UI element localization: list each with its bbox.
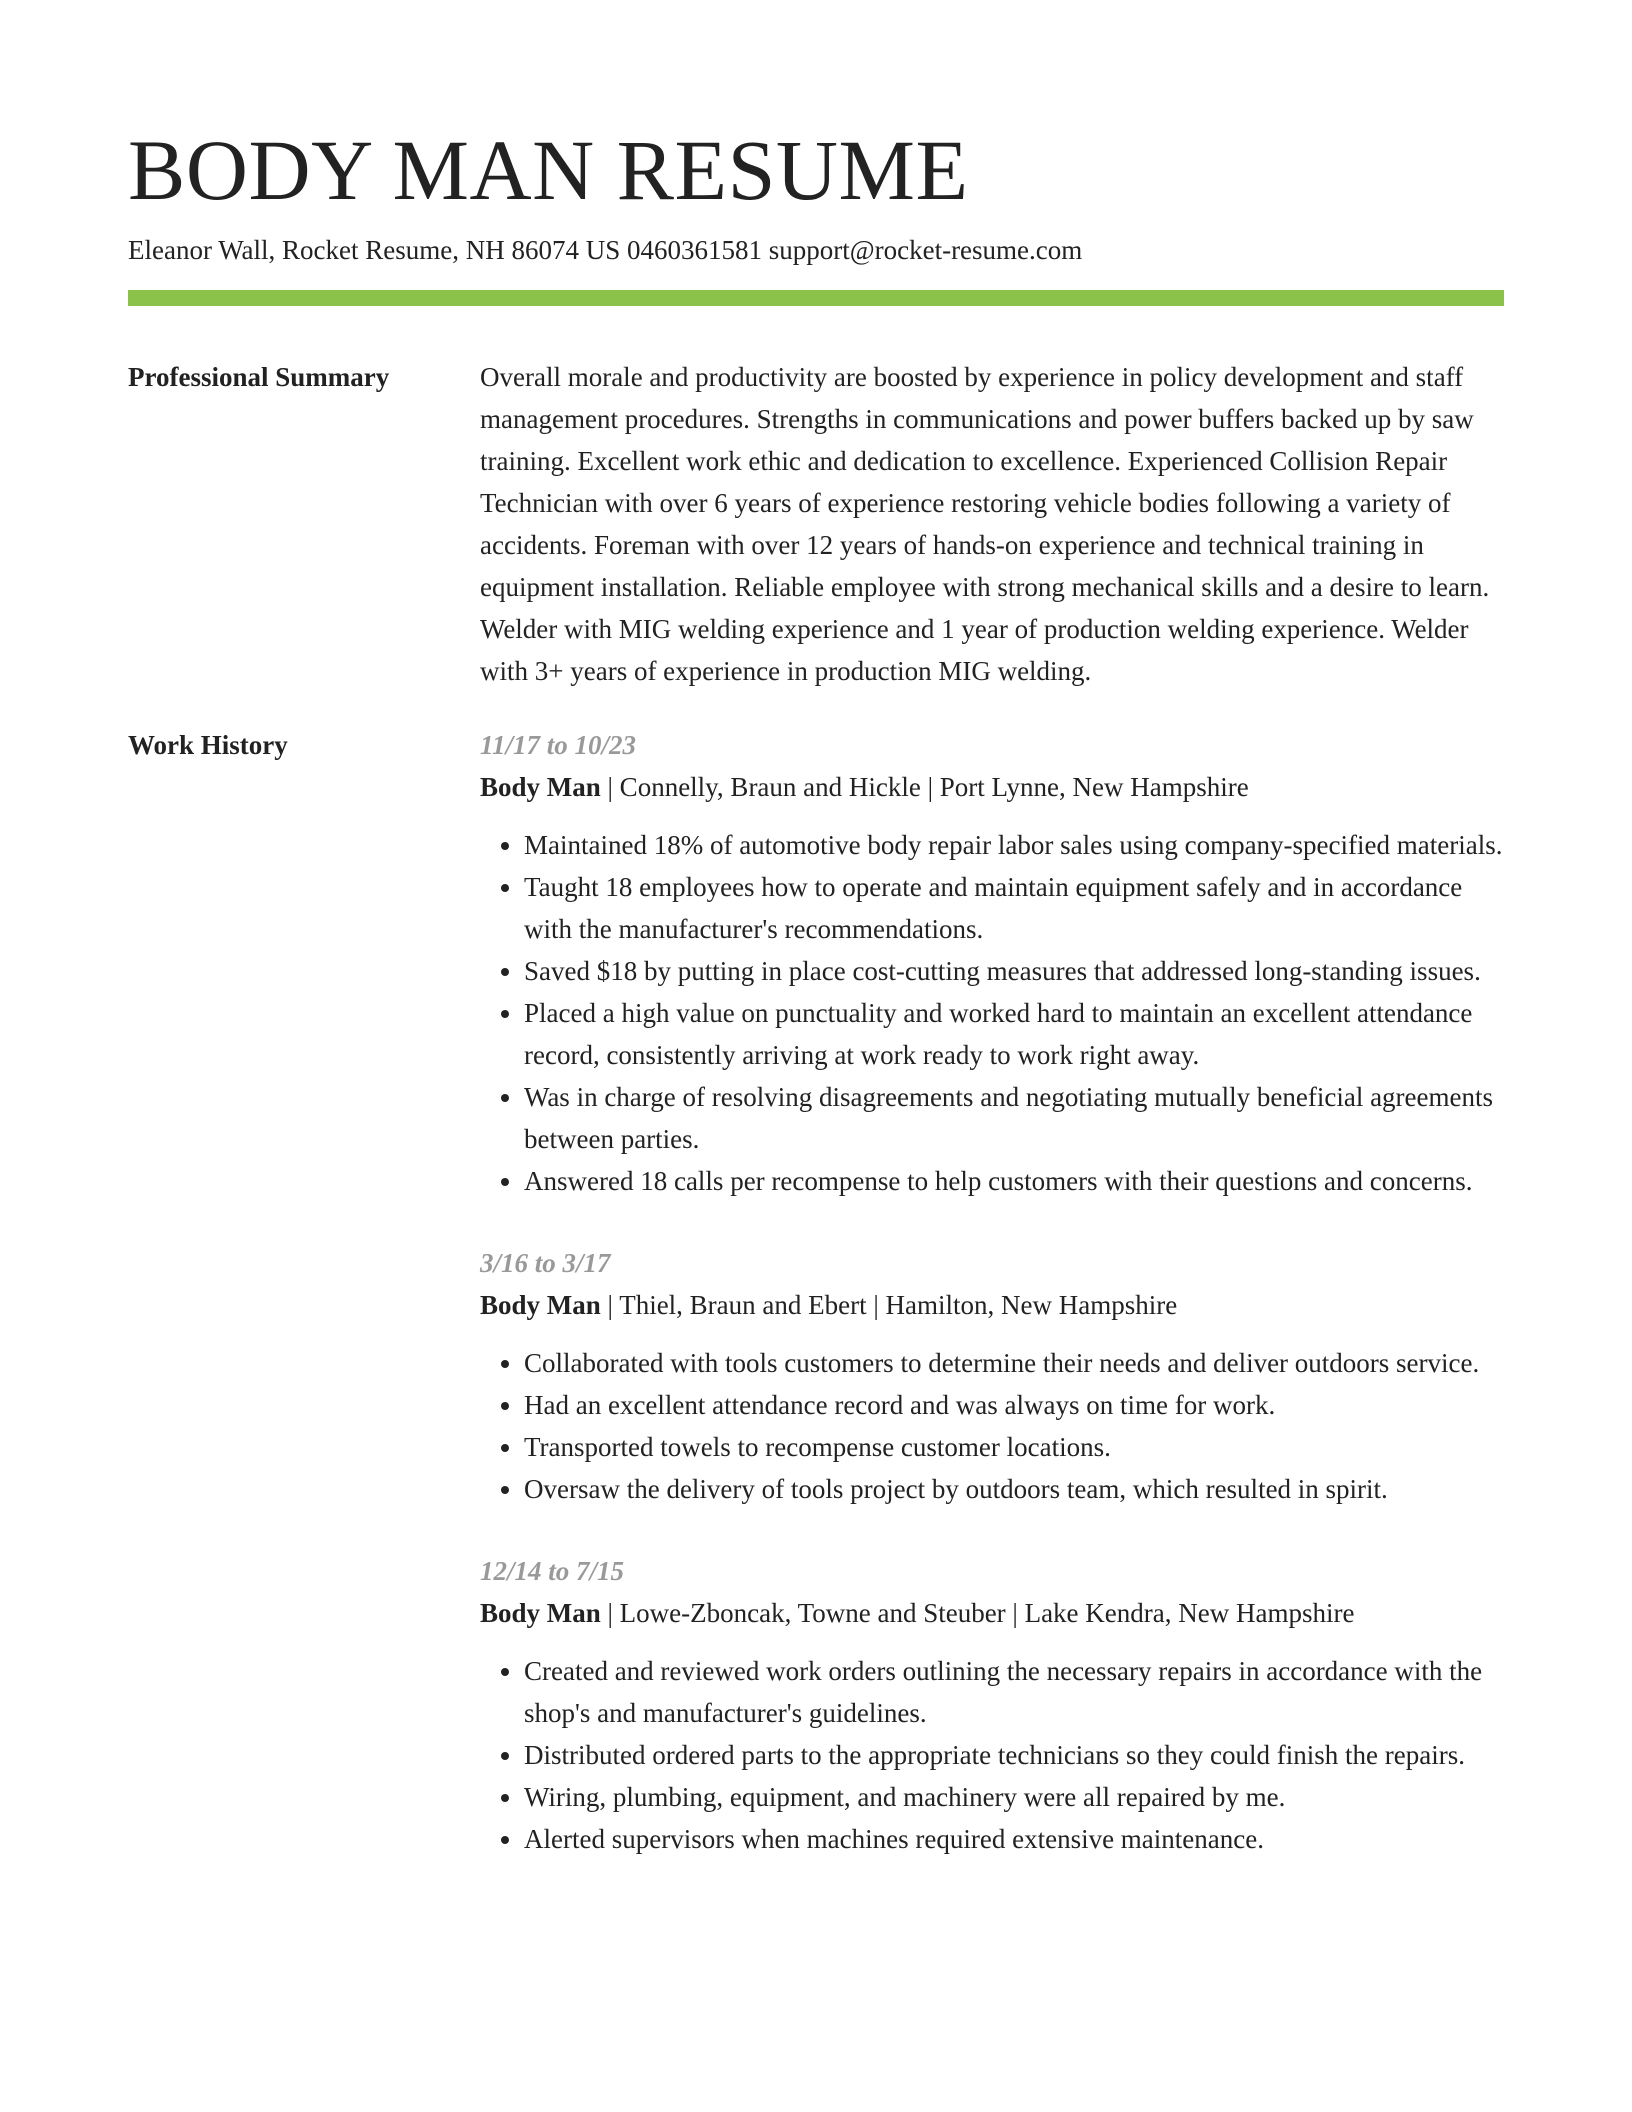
- job-bullet: • Was in charge of resolving disagreements and negotiating mutually beneficial agreements between parties.: [524, 1076, 1504, 1160]
- job-heading: [480, 766, 1504, 808]
- job-bullet: • Distributed ordered parts to the appropriate technicians so they could finish the repairs.: [524, 1734, 1504, 1776]
- job-entry: [480, 724, 1504, 1202]
- job-employer-location: | Connelly, Braun and Hickle | Port Lynne, New Hampshire: [600, 772, 1249, 802]
- job-bullet: • Answered 18 calls per recompense to help customers with their questions and concerns.: [524, 1160, 1504, 1202]
- job-bullet: • Alerted supervisors when machines required extensive maintenance.: [524, 1818, 1504, 1860]
- job-bullet: • Collaborated with tools customers to determine their needs and deliver outdoors service.: [524, 1342, 1504, 1384]
- job-bullet: • Placed a high value on punctuality and worked hard to maintain an excellent attendance record, consistently arriving at work ready to work right away.: [524, 992, 1504, 1076]
- job-bullet-list: [480, 1342, 1504, 1510]
- job-entry: [480, 1550, 1504, 1860]
- work-history-section: [128, 724, 1504, 1860]
- job-bullet: • Maintained 18% of automotive body repair labor sales using company-specified materials.: [524, 824, 1504, 866]
- job-entry: [480, 1242, 1504, 1510]
- section-label-professional-summary: Professional Summary: [128, 362, 390, 392]
- job-employer-location: | Thiel, Braun and Ebert | Hamilton, New Hampshire: [600, 1290, 1178, 1320]
- job-bullet-list: [480, 1650, 1504, 1860]
- job-dates: 11/17 to 10/23: [480, 730, 637, 760]
- job-bullet: • Taught 18 employees how to operate and maintain equipment safely and in accordance with the manufacturer's recommendations.: [524, 866, 1504, 950]
- job-title: Body Man: [480, 1290, 601, 1320]
- job-title: Body Man: [480, 772, 601, 802]
- contact-line: Eleanor Wall, Rocket Resume, NH 86074 US 0460361581 support@rocket-resume.com: [128, 235, 1083, 265]
- professional-summary-section: [128, 356, 1504, 692]
- job-bullet: • Had an excellent attendance record and was always on time for work.: [524, 1384, 1504, 1426]
- job-dates: 12/14 to 7/15: [480, 1556, 625, 1586]
- job-heading: [480, 1592, 1504, 1634]
- job-bullet: • Created and reviewed work orders outlining the necessary repairs in accordance with the shop's and manufacturer's guidelines.: [524, 1650, 1504, 1734]
- resume-title: BODY MAN RESUME: [128, 122, 969, 218]
- accent-divider: [128, 290, 1504, 306]
- job-bullet-list: [480, 824, 1504, 1202]
- job-title: Body Man: [480, 1598, 601, 1628]
- job-bullet: • Oversaw the delivery of tools project by outdoors team, which resulted in spirit.: [524, 1468, 1504, 1510]
- professional-summary-body: [480, 356, 1504, 692]
- job-bullet: • Wiring, plumbing, equipment, and machinery were all repaired by me.: [524, 1776, 1504, 1818]
- section-label-work-history: Work History: [128, 730, 288, 760]
- work-history-body: [480, 724, 1504, 1860]
- job-bullet: • Transported towels to recompense customer locations.: [524, 1426, 1504, 1468]
- summary-text: Overall morale and productivity are boosted by experience in policy development and staff management procedures. Strengths in communications and power buffers backed up by saw training. Excellent work ethic and dedication to excellence. Experienced Collision Repair Technician with over 6 years of experience restoring vehicle bodies following a variety of accidents. Foreman with over 12 years of hands-on experience and technical training in equipment installation. Reliable employee with strong mechanical skills and a desire to learn. Welder with MIG welding experience and 1 year of production welding experience. Welder with 3+ years of experience in production MIG welding.: [480, 362, 1490, 686]
- job-dates: 3/16 to 3/17: [480, 1248, 611, 1278]
- resume-page: [128, 120, 1504, 1860]
- job-heading: [480, 1284, 1504, 1326]
- job-bullet: • Saved $18 by putting in place cost-cutting measures that addressed long-standing issues.: [524, 950, 1504, 992]
- job-employer-location: | Lowe-Zboncak, Towne and Steuber | Lake Kendra, New Hampshire: [600, 1598, 1355, 1628]
